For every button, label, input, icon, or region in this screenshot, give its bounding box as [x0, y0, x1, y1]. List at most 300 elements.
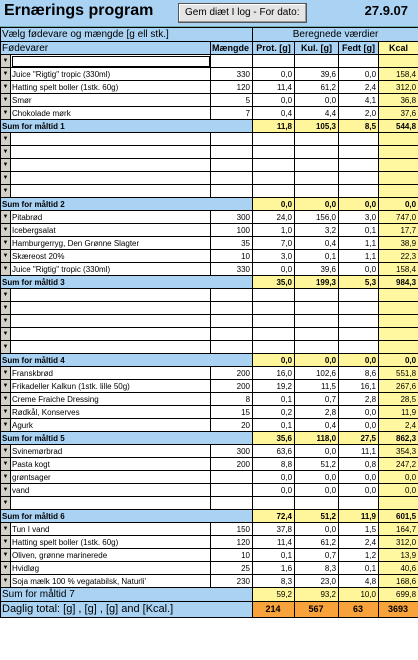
amount-input[interactable]: 35	[211, 237, 253, 250]
prot-value	[253, 289, 295, 302]
food-select[interactable]: Icebergsalat	[11, 224, 211, 237]
kul-value: 0,0	[295, 94, 339, 107]
food-select[interactable]: Franskbrød	[11, 367, 211, 380]
dropdown-arrow-icon[interactable]: ▼	[1, 55, 11, 68]
prot-value: 8,3	[253, 575, 295, 588]
kul-value: 51,2	[295, 458, 339, 471]
prot-value: 1,6	[253, 562, 295, 575]
fedt-value: 3,0	[339, 211, 379, 224]
food-select[interactable]	[11, 328, 211, 341]
food-select[interactable]: Hatting spelt boller (1stk. 60g)	[11, 81, 211, 94]
food-row	[1, 68, 418, 81]
kul-value: 0,4	[295, 237, 339, 250]
dropdown-arrow-icon[interactable]: ▼	[1, 172, 11, 185]
food-row	[1, 237, 418, 250]
food-select[interactable]	[11, 289, 211, 302]
fedt-value: 0,8	[339, 458, 379, 471]
amount-input[interactable]	[211, 302, 253, 315]
dropdown-arrow-icon[interactable]: ▼	[1, 380, 11, 393]
dropdown-arrow-icon[interactable]: ▼	[1, 458, 11, 471]
total-kul: 567	[295, 602, 339, 618]
prot-value: 7,0	[253, 237, 295, 250]
prot-value	[253, 328, 295, 341]
food-row	[1, 94, 418, 107]
food-select[interactable]	[11, 172, 211, 185]
fedt-value: 2,0	[339, 107, 379, 120]
sum-kul: 105,3	[295, 120, 339, 133]
kcal-value	[379, 133, 418, 146]
dropdown-arrow-icon[interactable]: ▼	[1, 68, 11, 81]
kcal-value: 551,8	[379, 367, 418, 380]
kul-value: 11,5	[295, 380, 339, 393]
dropdown-arrow-icon[interactable]: ▼	[1, 237, 11, 250]
dropdown-arrow-icon[interactable]: ▼	[1, 211, 11, 224]
dropdown-arrow-icon[interactable]: ▼	[1, 185, 11, 198]
kcal-value: 354,3	[379, 445, 418, 458]
dropdown-arrow-icon[interactable]: ▼	[1, 575, 11, 588]
food-row	[1, 341, 418, 354]
prot-value: 63,6	[253, 445, 295, 458]
amount-input[interactable]	[211, 172, 253, 185]
kcal-value	[379, 172, 418, 185]
prot-value: 24,0	[253, 211, 295, 224]
dropdown-arrow-icon[interactable]: ▼	[1, 315, 11, 328]
fedt-value: 1,1	[339, 250, 379, 263]
fedt-value: 0,0	[339, 484, 379, 497]
sum-kcal: 601,5	[379, 510, 418, 523]
kcal-value: 28,5	[379, 393, 418, 406]
kcal-value: 164,7	[379, 523, 418, 536]
kcal-value: 247,2	[379, 458, 418, 471]
kul-value: 0,1	[295, 250, 339, 263]
fedt-value: 11,1	[339, 445, 379, 458]
kcal-value	[379, 159, 418, 172]
amount-input[interactable]: 200	[211, 380, 253, 393]
fedt-value: 0,0	[339, 68, 379, 81]
meal-sum-label: Sum for måltid 6	[1, 510, 253, 523]
kul-value: 0,4	[295, 419, 339, 432]
food-select[interactable]: vand	[11, 484, 211, 497]
food-select[interactable]: Tun I vand	[11, 523, 211, 536]
food-row	[1, 458, 418, 471]
food-select[interactable]	[11, 185, 211, 198]
fedt-value	[339, 146, 379, 159]
food-select[interactable]: Hamburgerryg, Den Grønne Slagter	[11, 237, 211, 250]
amount-input[interactable]: 10	[211, 250, 253, 263]
dropdown-arrow-icon[interactable]: ▼	[1, 159, 11, 172]
fedt-value: 0,0	[339, 263, 379, 276]
amount-input[interactable]	[211, 328, 253, 341]
fedt-value	[339, 302, 379, 315]
fedt-value: 2,4	[339, 81, 379, 94]
fedt-value	[339, 497, 379, 510]
total-prot: 214	[253, 602, 295, 618]
amount-input[interactable]	[211, 471, 253, 484]
food-row	[1, 185, 418, 198]
amount-input[interactable]: 200	[211, 458, 253, 471]
food-row	[1, 302, 418, 315]
kcal-value	[379, 315, 418, 328]
kul-value	[295, 341, 339, 354]
dropdown-arrow-icon[interactable]: ▼	[1, 562, 11, 575]
dropdown-arrow-icon[interactable]: ▼	[1, 549, 11, 562]
food-row	[1, 484, 418, 497]
food-row	[1, 419, 418, 432]
food-select[interactable]: Frikadeller Kalkun (1stk. lille 50g)	[11, 380, 211, 393]
prot-value	[253, 172, 295, 185]
amount-input[interactable]: 120	[211, 536, 253, 549]
food-select[interactable]: Oliven, grønne marinerede	[11, 549, 211, 562]
food-row	[1, 224, 418, 237]
sum-fedt: 8,5	[339, 120, 379, 133]
amount-input[interactable]	[211, 159, 253, 172]
fedt-value: 0,0	[339, 406, 379, 419]
amount-input[interactable]	[211, 185, 253, 198]
food-select[interactable]: Chokolade mørk	[11, 107, 211, 120]
dropdown-arrow-icon[interactable]: ▼	[1, 393, 11, 406]
kul-value: 39,6	[295, 68, 339, 81]
prot-value	[253, 302, 295, 315]
prot-value	[253, 133, 295, 146]
dropdown-arrow-icon[interactable]: ▼	[1, 406, 11, 419]
fedt-value	[339, 159, 379, 172]
computed-values-label: Beregnede værdier	[253, 28, 418, 42]
fedt-value	[339, 55, 379, 68]
daily-total-row	[1, 602, 418, 618]
amount-input[interactable]	[211, 146, 253, 159]
amount-input[interactable]: 10	[211, 549, 253, 562]
dropdown-arrow-icon[interactable]: ▼	[1, 471, 11, 484]
fedt-value: 0,0	[339, 471, 379, 484]
amount-input[interactable]: 300	[211, 445, 253, 458]
save-diet-log-button[interactable]: Gem diæt I log - For dato:	[178, 3, 307, 23]
kul-value: 23,0	[295, 575, 339, 588]
kcal-value: 38,9	[379, 237, 418, 250]
amount-input[interactable]: 300	[211, 211, 253, 224]
sum-fedt: 0,0	[339, 198, 379, 211]
kul-value	[295, 315, 339, 328]
amount-input[interactable]	[211, 341, 253, 354]
sum-prot: 35,0	[253, 276, 295, 289]
food-row	[1, 172, 418, 185]
kul-value	[295, 289, 339, 302]
dropdown-arrow-icon[interactable]: ▼	[1, 94, 11, 107]
amount-input[interactable]: 200	[211, 367, 253, 380]
amount-input[interactable]: 5	[211, 94, 253, 107]
dropdown-arrow-icon[interactable]: ▼	[1, 341, 11, 354]
prot-value: 0,4	[253, 107, 295, 120]
food-row	[1, 445, 418, 458]
food-select[interactable]	[11, 302, 211, 315]
kul-value	[295, 328, 339, 341]
sum-kul: 0,0	[295, 198, 339, 211]
prot-value: 0,0	[253, 471, 295, 484]
prot-value: 16,0	[253, 367, 295, 380]
food-row	[1, 133, 418, 146]
dropdown-arrow-icon[interactable]: ▼	[1, 289, 11, 302]
kul-value: 0,0	[295, 471, 339, 484]
prot-value: 1,0	[253, 224, 295, 237]
kul-value: 8,3	[295, 562, 339, 575]
sum-kcal: 0,0	[379, 354, 418, 367]
kcal-value: 0,0	[379, 484, 418, 497]
food-row	[1, 107, 418, 120]
dropdown-arrow-icon[interactable]: ▼	[1, 146, 11, 159]
prot-value	[253, 55, 295, 68]
prot-value: 0,0	[253, 68, 295, 81]
dropdown-arrow-icon[interactable]: ▼	[1, 445, 11, 458]
amount-input[interactable]: 8	[211, 393, 253, 406]
food-select[interactable]: Soja mælk 100 % vegatabilsk, Naturli'	[11, 575, 211, 588]
prot-value	[253, 315, 295, 328]
kul-value: 3,2	[295, 224, 339, 237]
sum-prot: 72,4	[253, 510, 295, 523]
sum-kcal: 862,3	[379, 432, 418, 445]
prot-value: 0,1	[253, 393, 295, 406]
col-prot-header: Prot. [g]	[253, 42, 295, 55]
food-row	[1, 289, 418, 302]
sum-prot: 59,2	[253, 588, 295, 602]
prot-value: 19,2	[253, 380, 295, 393]
food-select[interactable]	[11, 315, 211, 328]
prot-value: 0,1	[253, 549, 295, 562]
food-select[interactable]: grøntsager	[11, 471, 211, 484]
dropdown-arrow-icon[interactable]: ▼	[1, 302, 11, 315]
kul-value: 0,7	[295, 549, 339, 562]
dropdown-arrow-icon[interactable]: ▼	[1, 484, 11, 497]
amount-input[interactable]: 120	[211, 81, 253, 94]
food-select[interactable]: Hvidløg	[11, 562, 211, 575]
meal-sum-label: Sum for måltid 5	[1, 432, 253, 445]
header-row-2	[1, 42, 418, 55]
meal-sum-row	[1, 588, 418, 602]
amount-input[interactable]: 330	[211, 68, 253, 81]
food-select[interactable]: Pasta kogt	[11, 458, 211, 471]
fedt-value: 1,1	[339, 237, 379, 250]
total-kcal: 3693	[379, 602, 418, 618]
food-select[interactable]: Juice "Rigtig" tropic (330ml)	[11, 68, 211, 81]
sum-fedt: 27,5	[339, 432, 379, 445]
sum-fedt: 0,0	[339, 354, 379, 367]
dropdown-arrow-icon[interactable]: ▼	[1, 81, 11, 94]
food-row	[1, 211, 418, 224]
sum-kcal: 984,3	[379, 276, 418, 289]
dropdown-arrow-icon[interactable]: ▼	[1, 497, 11, 510]
fedt-value: 0,1	[339, 224, 379, 237]
food-row	[1, 549, 418, 562]
food-row	[1, 159, 418, 172]
dropdown-arrow-icon[interactable]: ▼	[1, 328, 11, 341]
amount-input[interactable]: 330	[211, 263, 253, 276]
kcal-value: 312,0	[379, 536, 418, 549]
amount-input[interactable]: 230	[211, 575, 253, 588]
dropdown-arrow-icon[interactable]: ▼	[1, 419, 11, 432]
kul-value: 156,0	[295, 211, 339, 224]
sum-fedt: 5,3	[339, 276, 379, 289]
food-row	[1, 575, 418, 588]
kcal-value: 158,4	[379, 68, 418, 81]
col-fedt-header: Fedt [g]	[339, 42, 379, 55]
amount-input[interactable]	[211, 484, 253, 497]
kul-value	[295, 133, 339, 146]
kcal-value: 37,6	[379, 107, 418, 120]
prot-value	[253, 146, 295, 159]
dropdown-arrow-icon[interactable]: ▼	[1, 107, 11, 120]
amount-input[interactable]: 25	[211, 562, 253, 575]
fedt-value: 2,4	[339, 536, 379, 549]
food-select[interactable]	[11, 341, 211, 354]
prot-value: 0,1	[253, 419, 295, 432]
food-select[interactable]: Rødkål, Konserves	[11, 406, 211, 419]
fedt-value: 1,5	[339, 523, 379, 536]
kcal-value	[379, 341, 418, 354]
prot-value	[253, 497, 295, 510]
col-food-header: Fødevarer	[1, 42, 211, 55]
dropdown-arrow-icon[interactable]: ▼	[1, 536, 11, 549]
food-select[interactable]: Skæreost 20%	[11, 250, 211, 263]
fedt-value: 2,8	[339, 393, 379, 406]
food-select[interactable]	[11, 55, 211, 68]
fedt-value	[339, 315, 379, 328]
amount-input[interactable]	[211, 289, 253, 302]
kcal-value: 17,7	[379, 224, 418, 237]
kul-value: 0,7	[295, 393, 339, 406]
meal-sum-label: Sum for måltid 3	[1, 276, 253, 289]
sum-kcal: 699,8	[379, 588, 418, 602]
fedt-value: 0,1	[339, 562, 379, 575]
amount-input[interactable]	[211, 55, 253, 68]
amount-input[interactable]: 100	[211, 224, 253, 237]
prot-value: 0,0	[253, 94, 295, 107]
sum-kcal: 0,0	[379, 198, 418, 211]
kcal-value: 312,0	[379, 81, 418, 94]
fedt-value	[339, 172, 379, 185]
kcal-value: 11,9	[379, 406, 418, 419]
food-row	[1, 471, 418, 484]
instruction-label: Vælg fødevare og mængde [g ell stk.]	[1, 28, 253, 42]
kul-value: 39,6	[295, 263, 339, 276]
food-select[interactable]: Pitabrød	[11, 211, 211, 224]
amount-input[interactable]	[211, 133, 253, 146]
total-fedt: 63	[339, 602, 379, 618]
kcal-value	[379, 289, 418, 302]
food-row	[1, 367, 418, 380]
sum-kul: 199,3	[295, 276, 339, 289]
prot-value: 0,0	[253, 484, 295, 497]
sum-prot: 0,0	[253, 198, 295, 211]
kul-value	[295, 172, 339, 185]
kcal-value: 158,4	[379, 263, 418, 276]
kcal-value: 168,6	[379, 575, 418, 588]
dropdown-arrow-icon[interactable]: ▼	[1, 263, 11, 276]
food-select[interactable]: Svinemørbrad	[11, 445, 211, 458]
food-select[interactable]	[11, 133, 211, 146]
col-kul-header: Kul. [g]	[295, 42, 339, 55]
food-row	[1, 263, 418, 276]
dropdown-arrow-icon[interactable]: ▼	[1, 367, 11, 380]
food-select[interactable]: Hatting spelt boller (1stk. 60g)	[11, 536, 211, 549]
kcal-value: 0,0	[379, 471, 418, 484]
fedt-value	[339, 133, 379, 146]
meal-sum-label: Sum for måltid 1	[1, 120, 253, 133]
meal-sum-row	[1, 120, 418, 133]
prot-value: 11,4	[253, 536, 295, 549]
prot-value: 37,8	[253, 523, 295, 536]
sum-kul: 93,2	[295, 588, 339, 602]
meal-sum-label: Sum for måltid 7	[1, 588, 253, 602]
sum-kul: 0,0	[295, 354, 339, 367]
fedt-value	[339, 185, 379, 198]
fedt-value	[339, 341, 379, 354]
kul-value: 0,0	[295, 523, 339, 536]
dropdown-arrow-icon[interactable]: ▼	[1, 250, 11, 263]
amount-input[interactable]: 150	[211, 523, 253, 536]
food-row	[1, 497, 418, 510]
sum-prot: 0,0	[253, 354, 295, 367]
kcal-value: 13,9	[379, 549, 418, 562]
col-amount-header: Mængde	[211, 42, 253, 55]
header-row-1	[1, 28, 418, 42]
amount-input[interactable]: 7	[211, 107, 253, 120]
kcal-value: 36,8	[379, 94, 418, 107]
kcal-value	[379, 185, 418, 198]
amount-input[interactable]	[211, 315, 253, 328]
food-row	[1, 380, 418, 393]
food-select[interactable]	[11, 146, 211, 159]
food-row	[1, 250, 418, 263]
amount-input[interactable]	[211, 497, 253, 510]
dropdown-arrow-icon[interactable]: ▼	[1, 224, 11, 237]
fedt-value: 0,0	[339, 419, 379, 432]
kul-value	[295, 185, 339, 198]
meal-sum-row	[1, 276, 418, 289]
food-select[interactable]: Creme Fraiche Dressing	[11, 393, 211, 406]
food-row	[1, 146, 418, 159]
kul-value: 102,6	[295, 367, 339, 380]
prot-value: 8,8	[253, 458, 295, 471]
kcal-value	[379, 55, 418, 68]
daily-total-label: Daglig total: [g] , [g] , [g] and [Kcal.]	[1, 602, 253, 618]
food-select[interactable]	[11, 159, 211, 172]
amount-input[interactable]: 15	[211, 406, 253, 419]
food-row	[1, 393, 418, 406]
app-title: Ernærings program	[4, 2, 154, 19]
food-select[interactable]: Juice "Rigtig" tropic (330ml)	[11, 263, 211, 276]
sum-fedt: 11,9	[339, 510, 379, 523]
dropdown-arrow-icon[interactable]: ▼	[1, 523, 11, 536]
sum-fedt: 10,0	[339, 588, 379, 602]
kul-value	[295, 146, 339, 159]
amount-input[interactable]: 20	[211, 419, 253, 432]
kul-value: 61,2	[295, 536, 339, 549]
food-select[interactable]: Agurk	[11, 419, 211, 432]
food-select[interactable]: Smør	[11, 94, 211, 107]
kcal-value: 267,6	[379, 380, 418, 393]
food-row	[1, 523, 418, 536]
fedt-value	[339, 289, 379, 302]
dropdown-arrow-icon[interactable]: ▼	[1, 133, 11, 146]
meal-sum-label: Sum for måltid 4	[1, 354, 253, 367]
kul-value: 61,2	[295, 81, 339, 94]
kcal-value	[379, 328, 418, 341]
kul-value	[295, 302, 339, 315]
fedt-value: 4,8	[339, 575, 379, 588]
food-select[interactable]	[11, 497, 211, 510]
prot-value: 3,0	[253, 250, 295, 263]
kcal-value	[379, 146, 418, 159]
prot-value	[253, 159, 295, 172]
sum-prot: 11,8	[253, 120, 295, 133]
